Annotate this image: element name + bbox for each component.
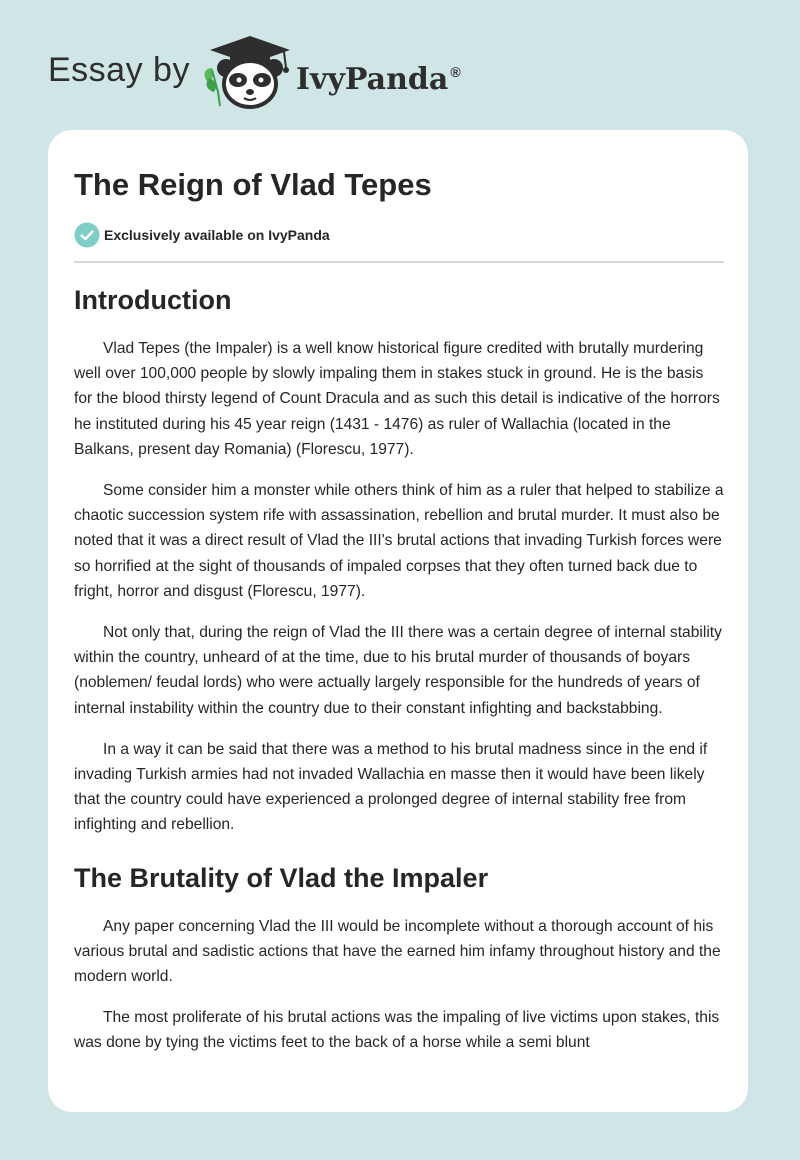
paragraph: In a way it can be said that there was a method to his brutal madness since in the end if invading Turkish armies had not invaded Wallachia en masse then it would have been likely that the country could have experienced a prolonged degree of internal stability free from infighting and rebellion. <box>74 740 708 834</box>
essay-body <box>74 282 724 1072</box>
essay-title: The Reign of Vlad Tepes <box>74 167 432 202</box>
trademark-symbol: ® <box>450 64 461 80</box>
essay-card <box>48 130 748 1112</box>
brand-name-text: IvyPanda <box>296 62 449 97</box>
check-circle-icon <box>74 222 100 248</box>
paragraph: Vlad Tepes (the Impaler) is a well know historical figure credited with brutally murdering well over 100,000 people by slowly impaling them in stakes stuck in ground. He is the basis for the blood thirsty legend of Count Dracula and as such this detail is indicative of the horrors he instituted during his 45 year reign (1431 - 1476) as ruler of Wallachia (located in the Balkans, present day Romania) (Florescu, 1977). <box>74 340 720 458</box>
title-divider <box>74 261 724 263</box>
section-heading-brutality: The Brutality of Vlad the Impaler <box>74 862 489 893</box>
section-heading-introduction: Introduction <box>74 285 232 315</box>
brand-name[interactable] <box>296 52 461 100</box>
paragraph: Not only that, during the reign of Vlad the III there was a certain degree of internal stability within the country, unheard of at the time, due to his brutal murder of thousands of boyars (noblemen/ feudal lords) who were actually largely responsible for the hundreds of years of internal instability within the country due to their constant infighting and backstabbing. <box>74 624 722 717</box>
paragraph: Some consider him a monster while others think of him as a ruler that helped to stabilize a chaotic succession system rife with assassination, rebellion and brutal murder. It must also be noted that it was a direct result of Vlad the III's brutal actions that invading Turkish forces were so horrified at the sight of thousands of impaled corpses that they often turned back due to fright, horror and disgust (Florescu, 1977). <box>74 482 724 600</box>
exclusive-badge <box>74 222 330 248</box>
paragraph: The most proliferate of his brutal actions was the impaling of live victims upon stakes, this was done by tying the victims feet to the back of a horse while a semi blunt <box>74 1009 720 1052</box>
ivypanda-logo-icon[interactable] <box>200 34 296 110</box>
paragraph: Any paper concerning Vlad the III would be incomplete without a thorough account of his various brutal and sadistic actions that have the earned him infamy throughout history and the modern world. <box>74 917 721 986</box>
site-header <box>0 0 800 130</box>
exclusive-badge-label: Exclusively available on IvyPanda <box>104 227 330 243</box>
essay-by-label: Essay by <box>48 51 190 89</box>
